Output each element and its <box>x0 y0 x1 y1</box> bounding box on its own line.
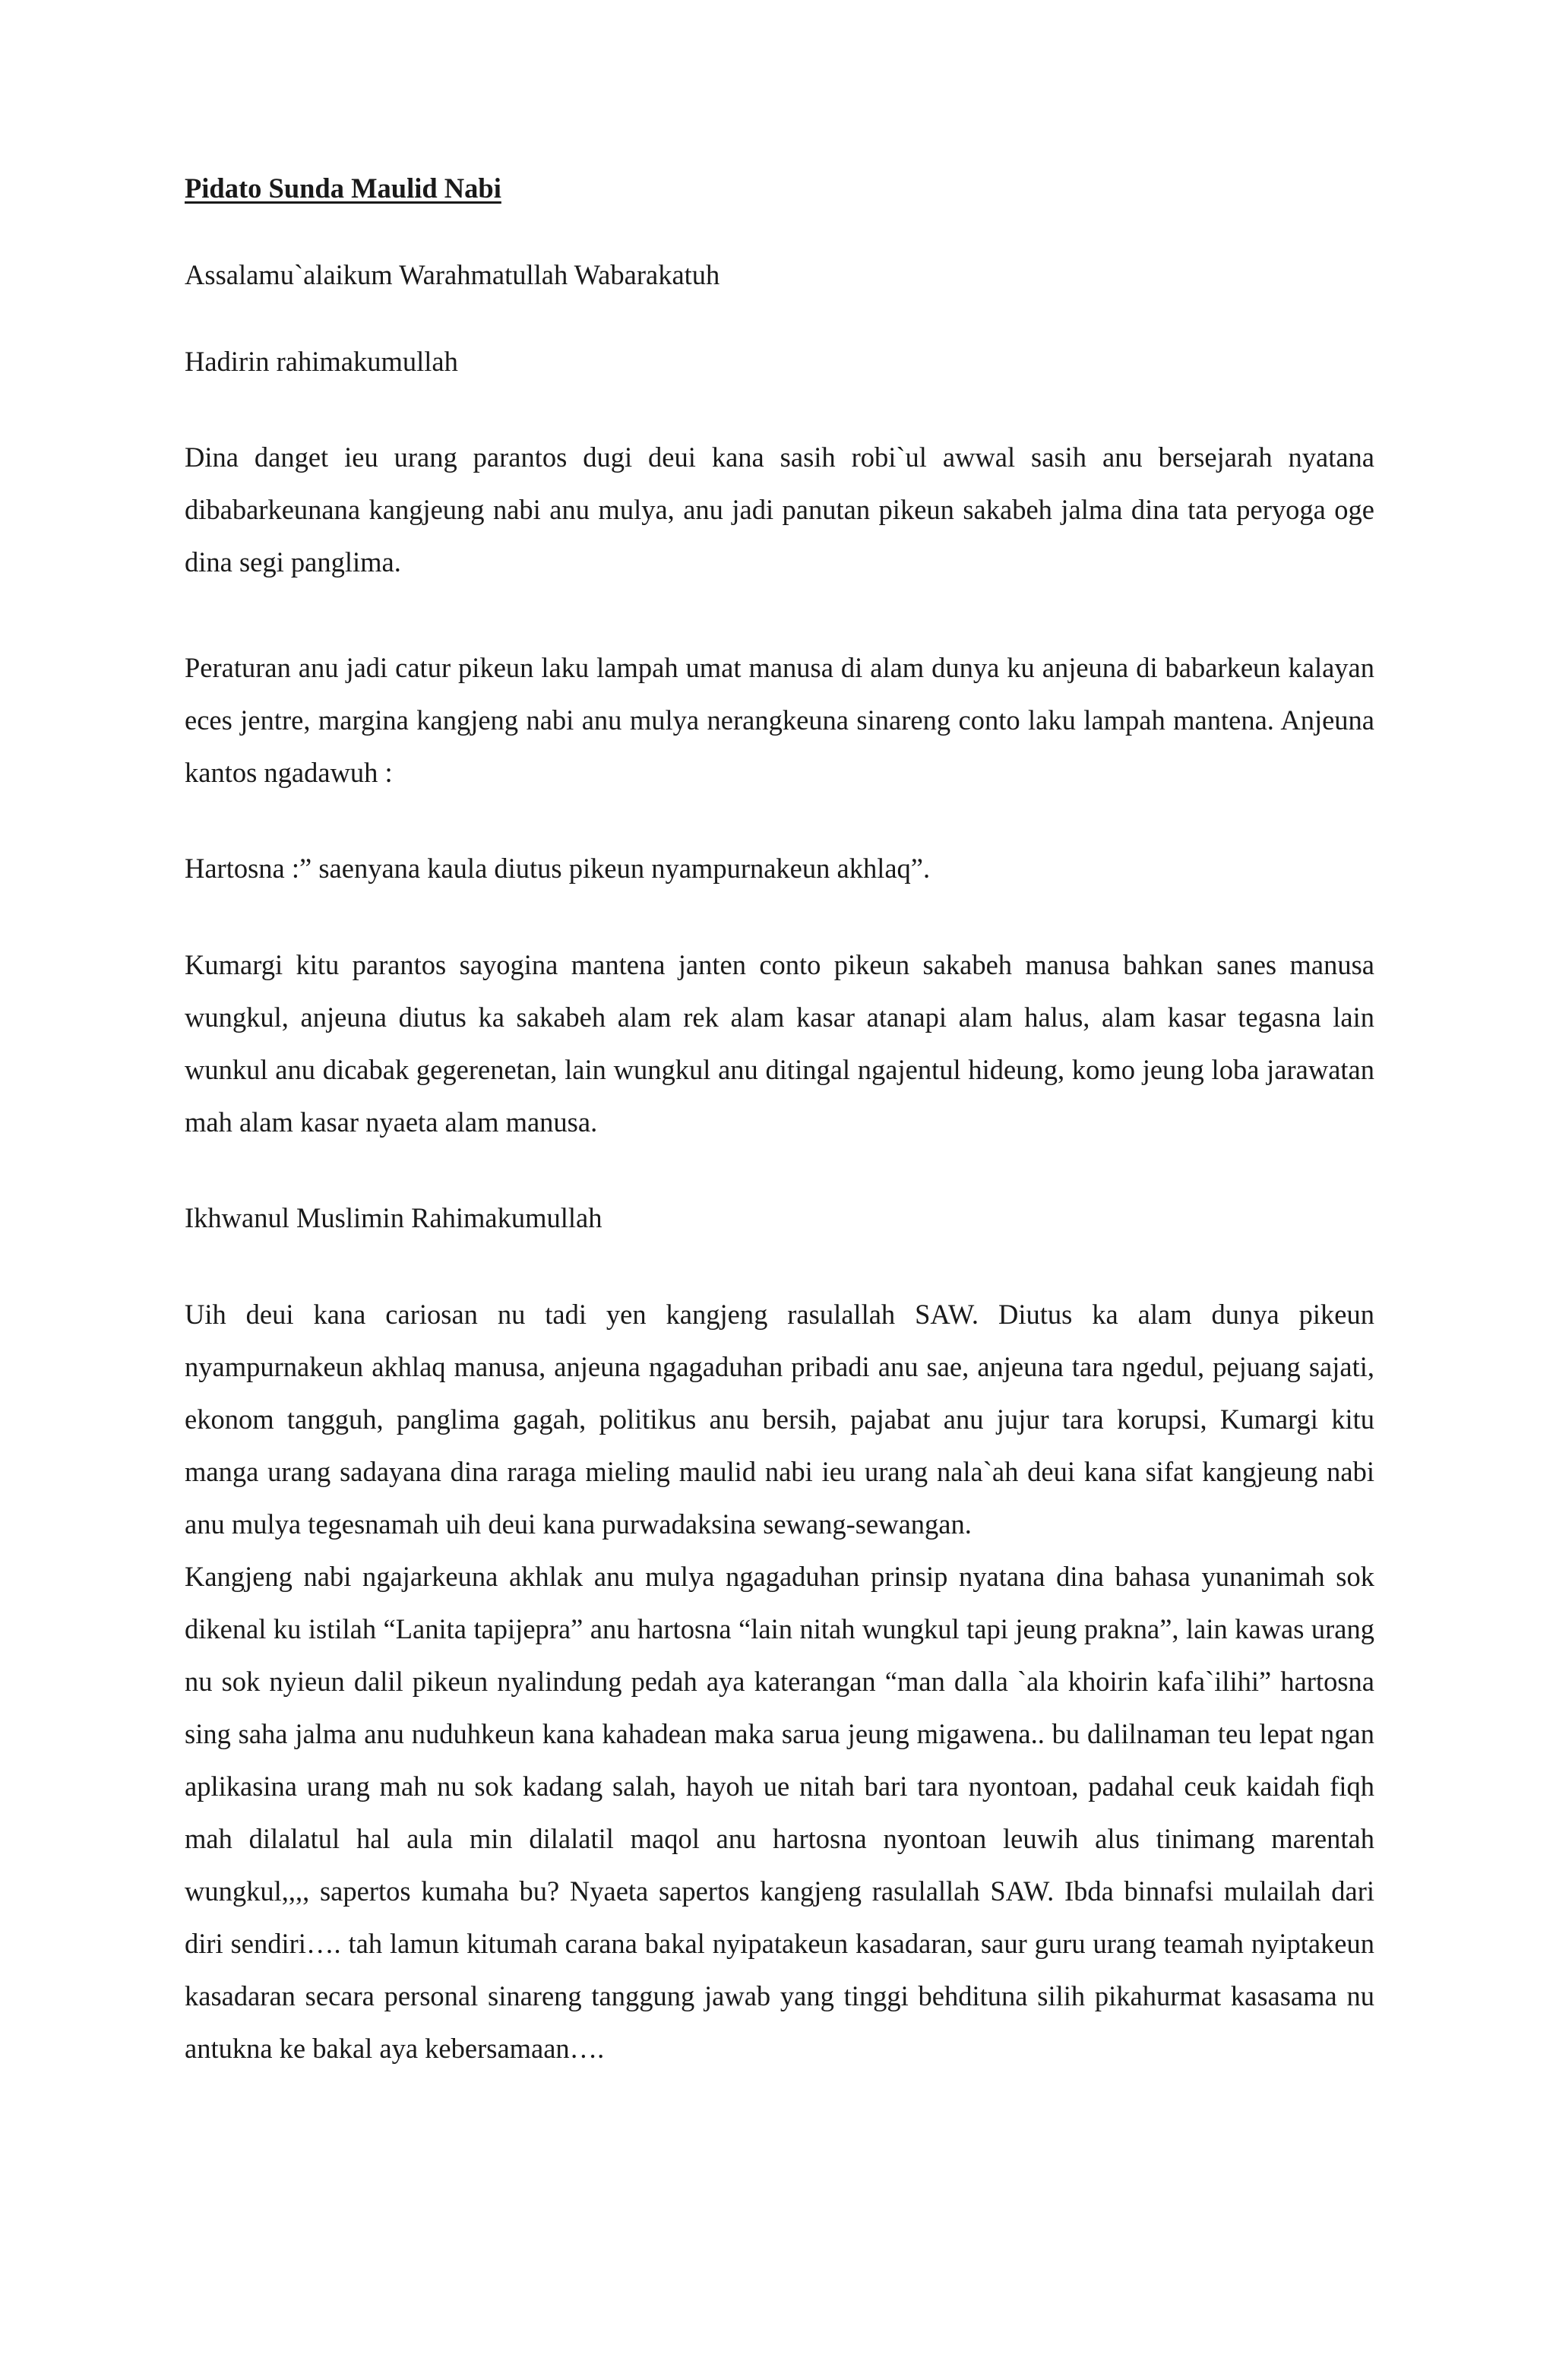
greeting-paragraph: Assalamu`alaikum Warahmatullah Wabarakatuh <box>185 258 720 290</box>
document-page <box>185 172 1374 2075</box>
document-title: Pidato Sunda Maulid Nabi <box>185 172 501 204</box>
body-paragraph-1: Dina danget ieu urang parantos dugi deui kana sasih robi`ul awwal sasih anu bersejarah nyatana dibabarkeunana kangjeung nabi anu mulya, anu jadi panutan pikeun sakabeh jalma dina tata peryoga oge dina segi panglima. <box>185 442 1374 578</box>
body-paragraph-4: Uih deui kana cariosan nu tadi yen kangjeng rasulallah SAW. Diutus ka alam dunya pikeun nyampurnakeun akhlaq manusa, anjeuna ngagaduhan pribadi anu sae, anjeuna tara ngedul, pejuang sajati, ekonom tangguh, panglima gagah, politikus anu bersih, pajabat anu jujur tara korupsi, Kumargi kitu manga urang sadayana dina raraga mieling maulid nabi ieu urang nala`ah deui kana sifat kangjeung nabi anu mulya tegesnamah uih deui kana purwadaksina sewang-sewangan. <box>185 1298 1374 1540</box>
audience-address-paragraph-2: Ikhwanul Muslimin Rahimakumullah <box>185 1202 602 1234</box>
audience-address-paragraph: Hadirin rahimakumullah <box>185 345 458 377</box>
body-paragraph-3: Kumargi kitu parantos sayogina mantena janten conto pikeun sakabeh manusa bahkan sanes manusa wungkul, anjeuna diutus ka sakabeh alam rek alam kasar atanapi alam halus, alam kasar tegasna lain wunkul anu dicabak gegerenetan, lain wungkul anu ditingal ngajentul hideung, komo jeung loba jarawatan mah alam kasar nyaeta alam manusa. <box>185 949 1374 1138</box>
translation-paragraph: Hartosna :” saenyana kaula diutus pikeun nyampurnakeun akhlaq”. <box>185 853 931 885</box>
body-paragraph-2: Peraturan anu jadi catur pikeun laku lampah umat manusa di alam dunya ku anjeuna di babarkeun kalayan eces jentre, margina kangjeng nabi anu mulya nerangkeuna sinareng conto laku lampah mantena. Anjeuna kantos ngadawuh : <box>185 652 1374 789</box>
body-paragraph-5: Kangjeng nabi ngajarkeuna akhlak anu mulya ngagaduhan prinsip nyatana dina bahasa yunanimah sok dikenal ku istilah “Lanita tapijepra” anu hartosna “lain nitah wungkul tapi jeung prakna”, lain kawas urang nu sok nyieun dalil pikeun nyalindung pedah aya katerangan “man dalla `ala khoirin kafa`ilihi” hartosna sing saha jalma anu nuduhkeun kana kahadean maka sarua jeung migawena.. bu dalilnaman teu lepat ngan aplikasina urang mah nu sok kadang salah, hayoh ue nitah bari tara nyontoan, padahal ceuk kaidah fiqh mah dilalatul hal aula min dilalatil maqol anu hartosna nyontoan leuwih alus tinimang marentah wungkul,,,, sapertos kumaha bu? Nyaeta sapertos kangjeng rasulallah SAW. Ibda binnafsi mulailah dari diri sendiri…. tah lamun kitumah carana bakal nyipatakeun kasadaran, saur guru urang teamah nyiptakeun kasadaran secara personal sinareng tanggung jawab yang tinggi behdituna silih pikahurmat kasasama nu antukna ke bakal aya kebersamaan…. <box>185 1560 1374 2064</box>
